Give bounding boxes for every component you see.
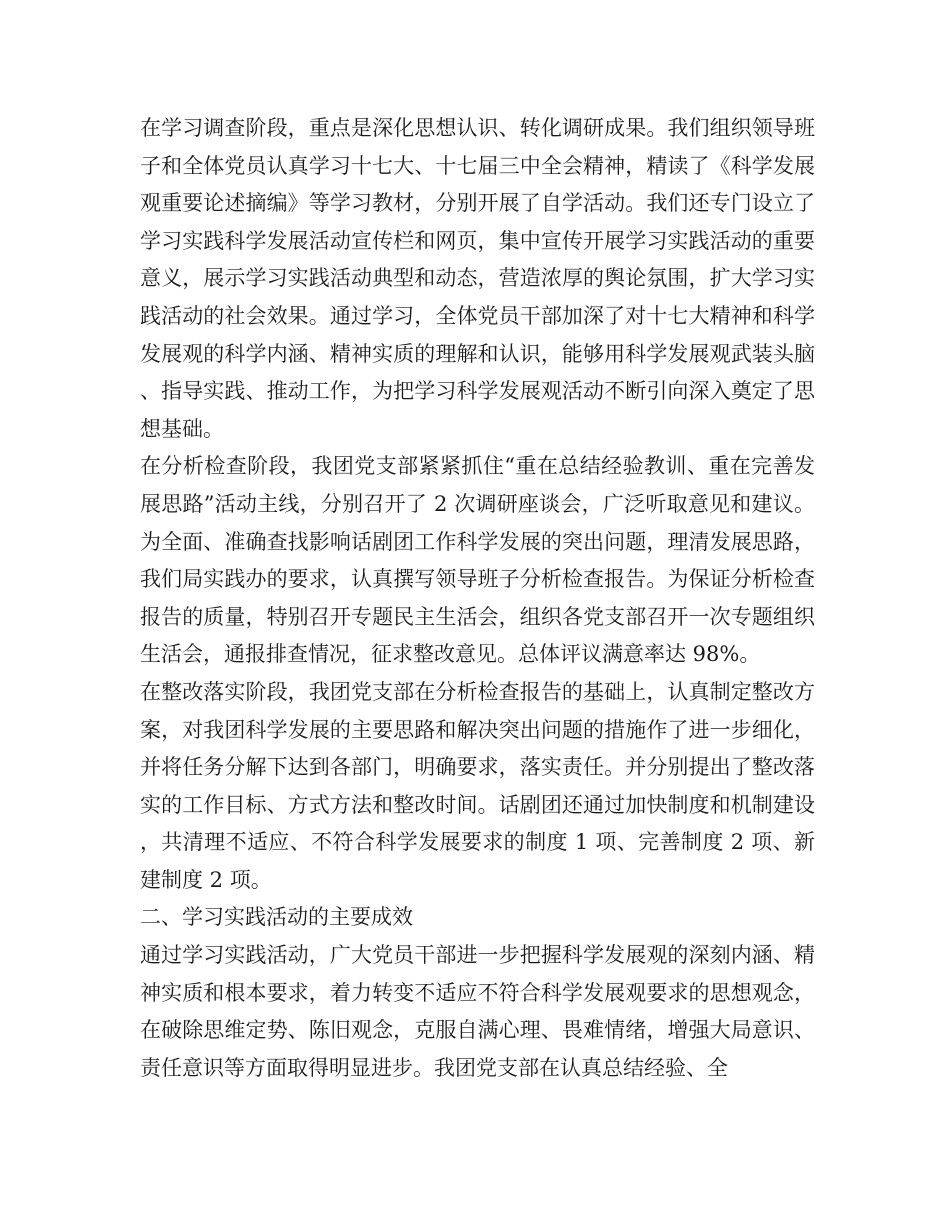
document-body [140, 110, 815, 1087]
paragraph-analysis-stage: 在分析检查阶段，我团党支部紧紧抓住“重在总结经验教训、重在完善发展思路”活动主线，分别召开了 2 次调研座谈会，广泛听取意见和建议。为全面、准确查找影响话剧团工作科学发展的突出问题，理清发展思路，我们局实践办的要求，认真撰写领导班子分析检查报告。为保证分析检查报告的质量，特别召开专题民主生活会，组织各党支部召开一次专题组织生活会，通报排查情况，征求整改意见。总体评议满意率达 98%。 [140, 454, 815, 667]
section-heading: 二、学习实践活动的主要成效 [140, 905, 413, 930]
paragraph-results: 通过学习实践活动，广大党员干部进一步把握科学发展观的深刻内涵、精神实质和根本要求，着力转变不适应不符合科学发展观要求的思想观念，在破除思维定势、陈旧观念，克服自满心理、畏难情绪，增强大局意识、责任意识等方面取得明显进步。我团党支部在认真总结经验、全 [140, 943, 815, 1080]
paragraph-rectification-stage: 在整改落实阶段，我团党支部在分析检查报告的基础上，认真制定整改方案，对我团科学发展的主要思路和解决突出问题的措施作了进一步细化，并将任务分解下达到各部门，明确要求，落实责任。并分别提出了整改落实的工作目标、方式方法和整改时间。话剧团还通过加快制度和机制建设，共清理不适应、不符合科学发展要求的制度 1 项、完善制度 2 项、新建制度 2 项。 [140, 679, 815, 892]
paragraph-study-stage: 在学习调查阶段，重点是深化思想认识、转化调研成果。我们组织领导班子和全体党员认真学习十七大、十七届三中全会精神，精读了《科学发展观重要论述摘编》等学习教材，分别开展了自学活动。我们还专门设立了学习实践科学发展活动宣传栏和网页，集中宣传开展学习实践活动的重要意义，展示学习实践活动典型和动态，营造浓厚的舆论氛围，扩大学习实践活动的社会效果。通过学习，全体党员干部加深了对十七大精神和科学发展观的科学内涵、精神实质的理解和认识，能够用科学发展观武装头脑、指导实践、推动工作，为把学习科学发展观活动不断引向深入奠定了思想基础。 [140, 116, 815, 441]
